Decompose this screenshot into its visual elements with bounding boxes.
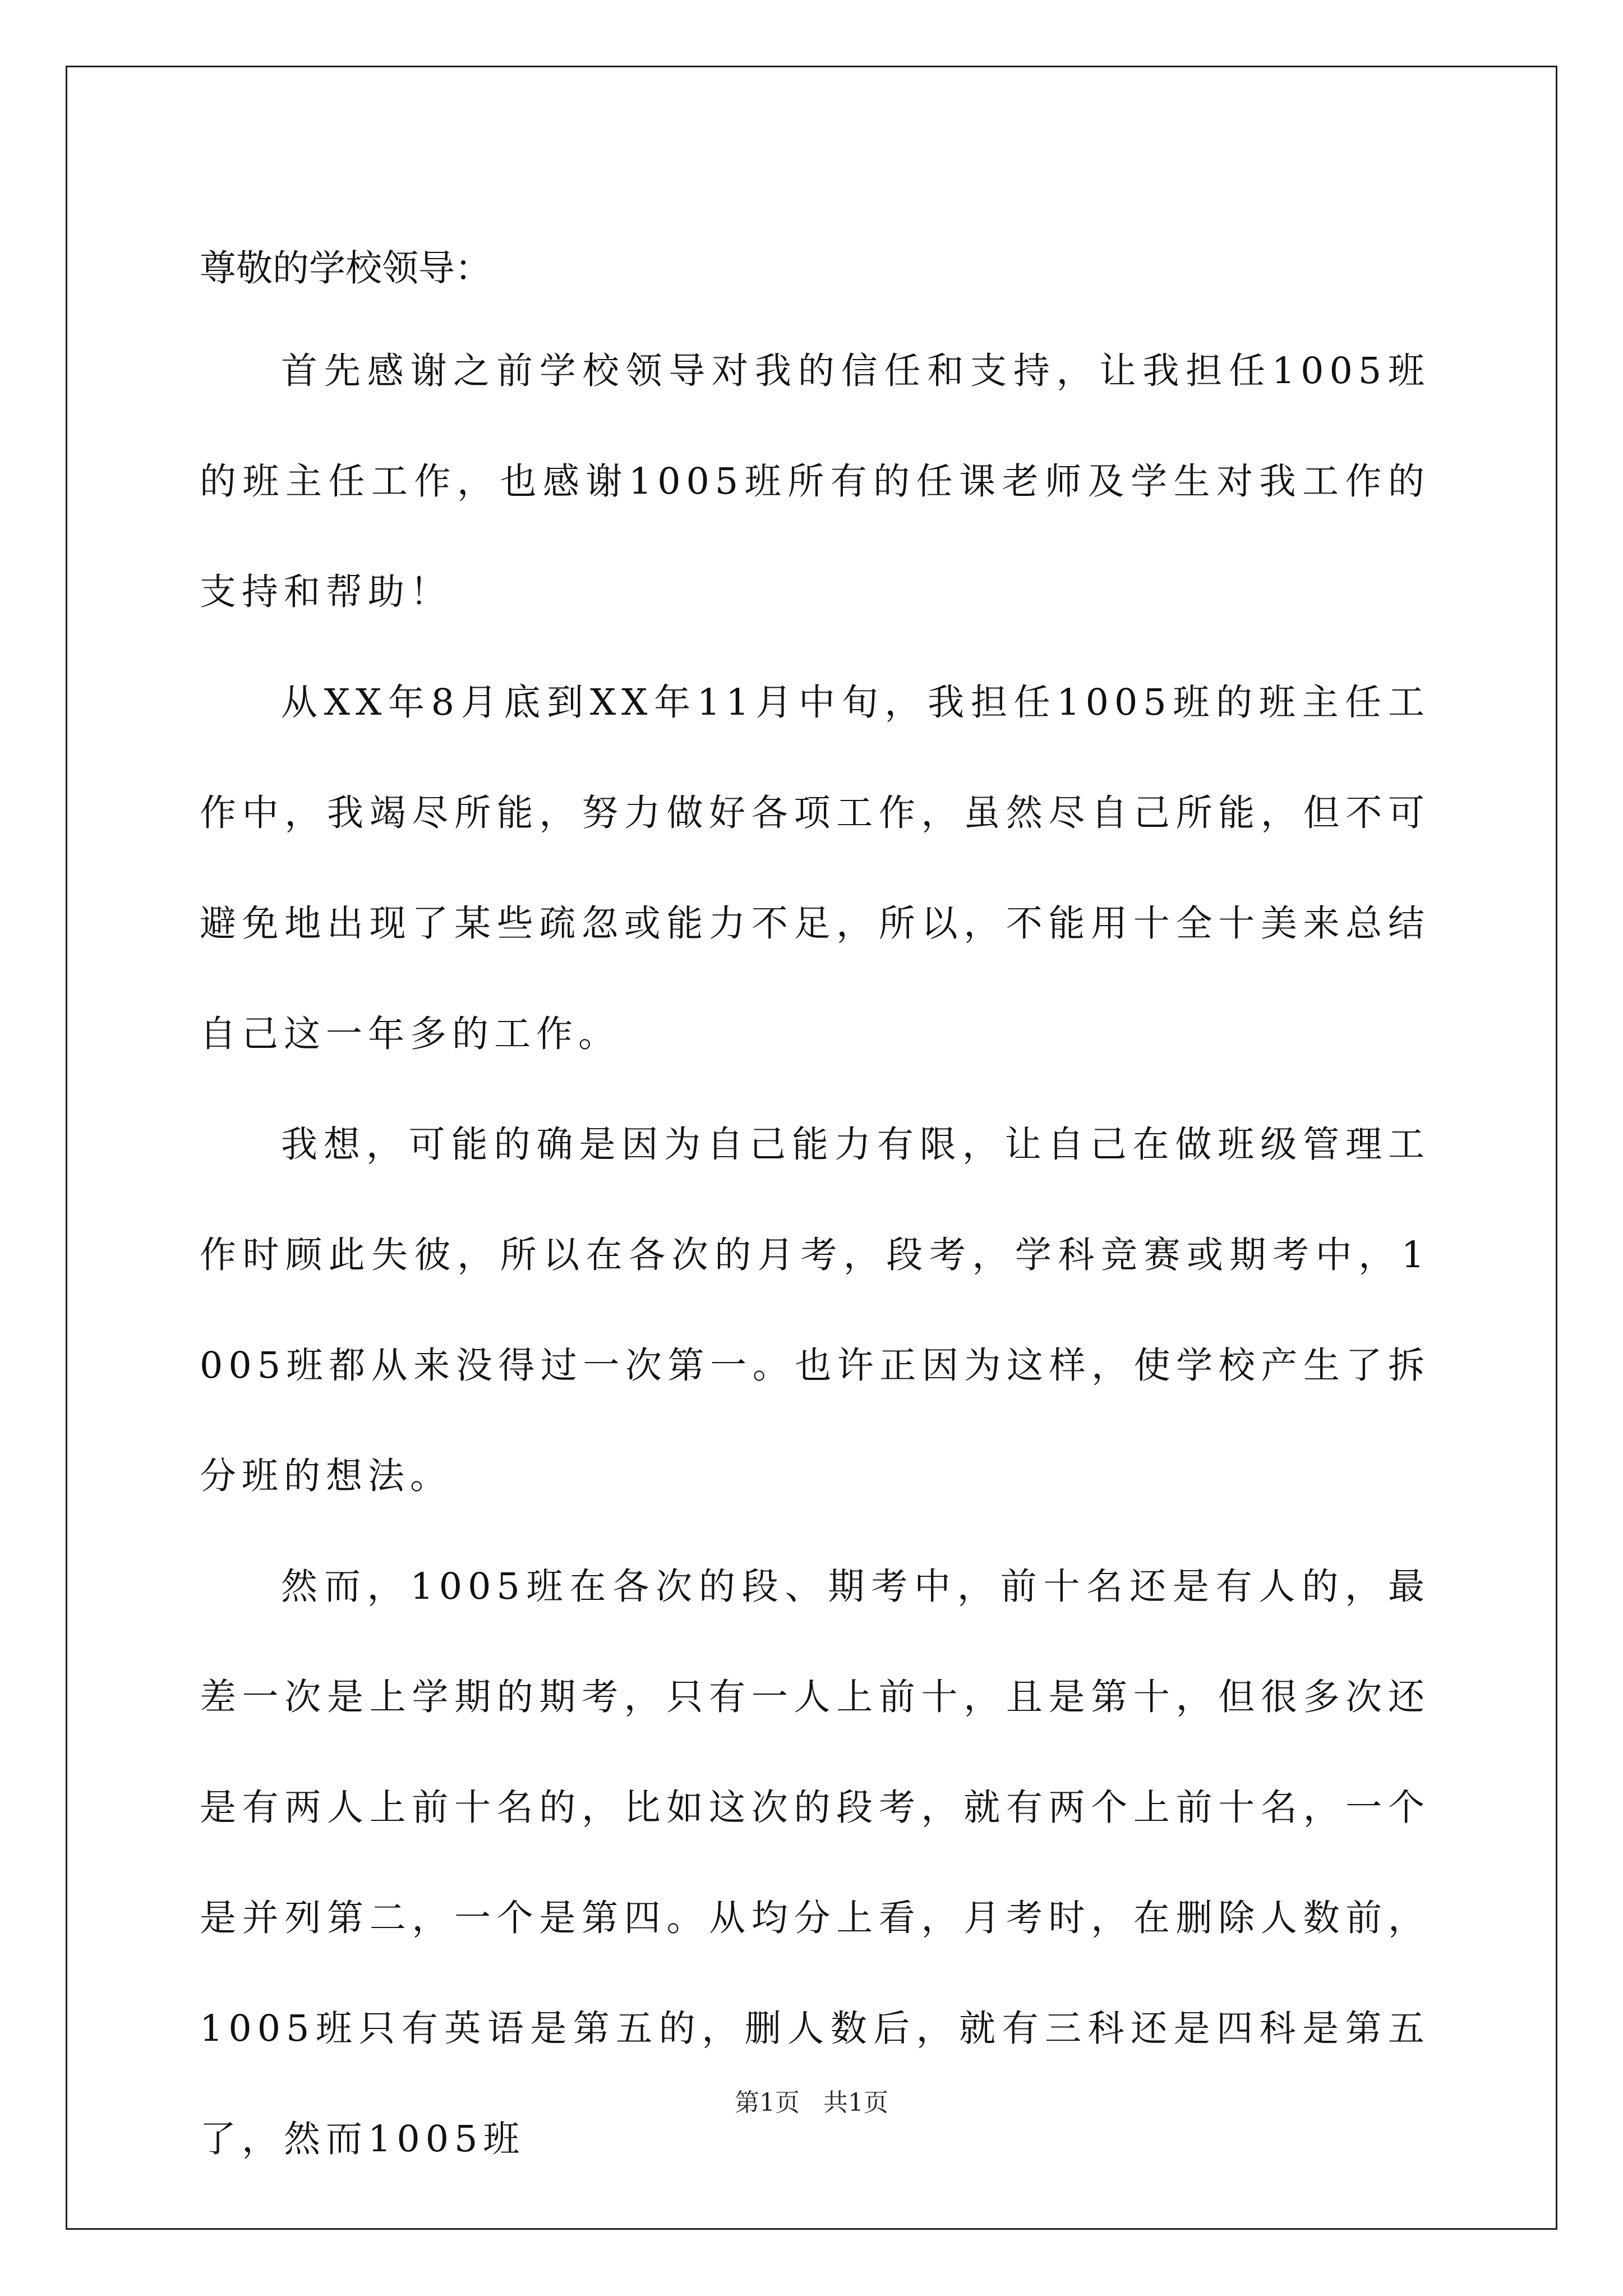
page-footer: 第1页 共1页 [735,2088,888,2117]
paragraph: 然而，1005班在各次的段、期考中，前十名还是有人的，最差一次是上学期的期考，只有一人上前十，且是第十，但很多次还是有两人上前十名的，比如这次的段考，就有两个上前十名，一个是并列第二，一个是第四。从均分上看，月考时，在删除人数前，1005班只有英语是第五的，删人数后，就有三科还是四科是第五了，然而1005班 [200,1566,1430,2160]
paragraph: 从XX年8月底到XX年11月中旬，我担任1005班的班主任工作中，我竭尽所能，努力做好各项工作，虽然尽自己所能，但不可避免地出现了某些疏忽或能力不足，所以，不能用十全十美来总结自己这一年多的工作。 [200,682,1430,1055]
salutation: 尊敬的学校领导： [200,247,492,289]
paragraph: 我想，可能的确是因为自己能力有限，让自己在做班级管理工作时顾此失彼，所以在各次的月考，段考，学科竞赛或期考中，1005班都从来没得过一次第一。也许正因为这样，使学校产生了拆分班的想法。 [200,1124,1430,1497]
paragraph: 首先感谢之前学校领导对我的信任和支持，让我担任1005班的班主任工作，也感谢1005班所有的任课老师及学生对我工作的支持和帮助！ [200,350,1430,613]
document-body [200,213,1430,2194]
